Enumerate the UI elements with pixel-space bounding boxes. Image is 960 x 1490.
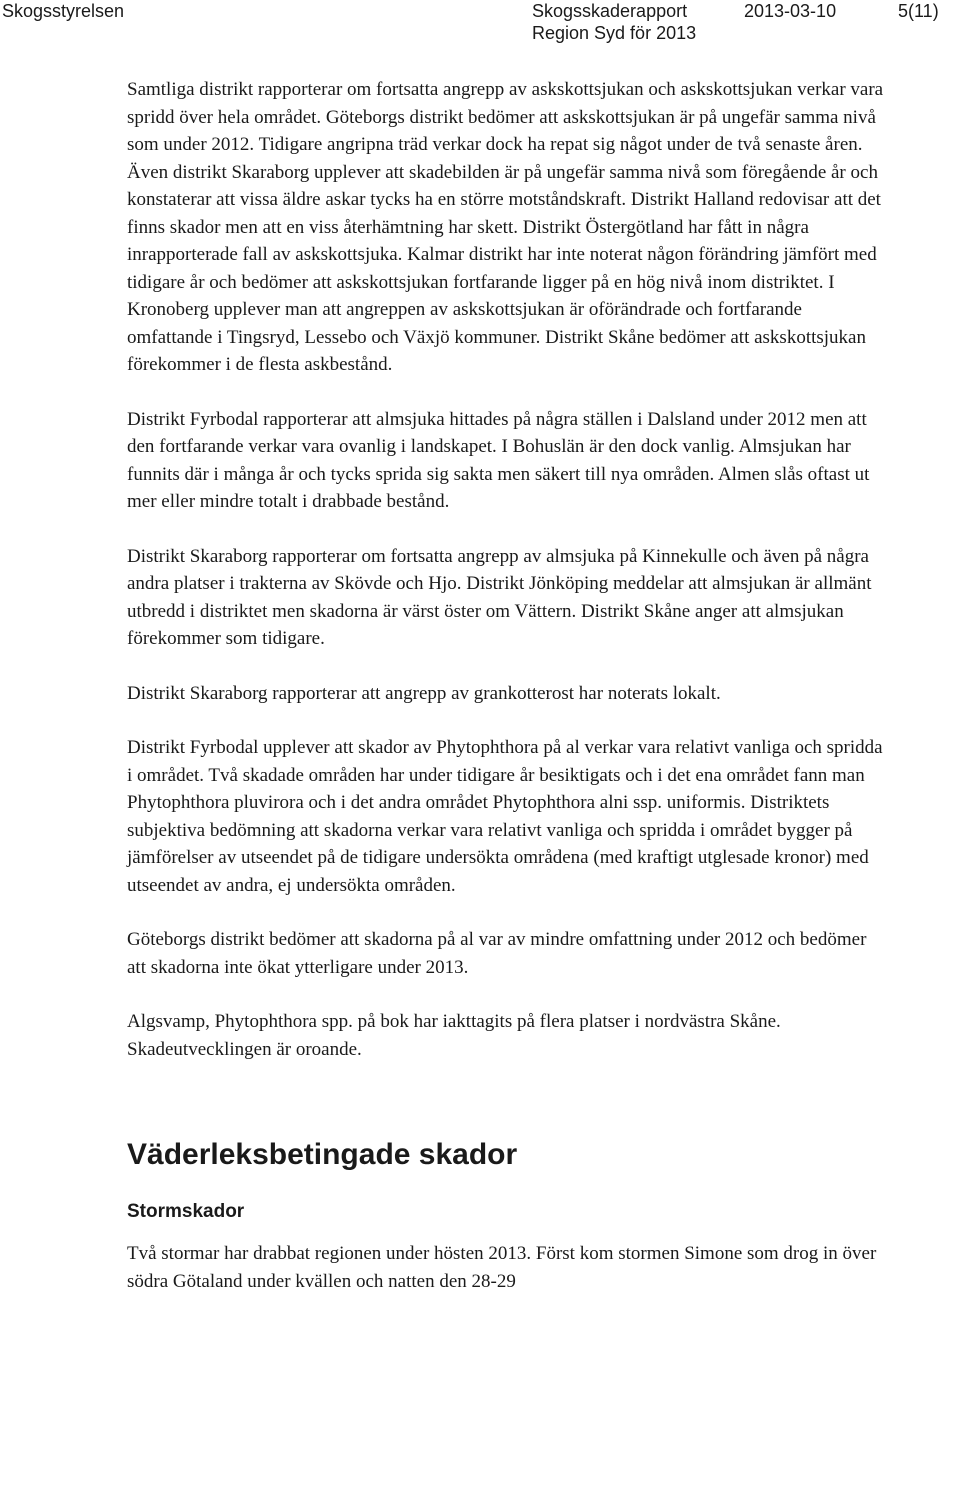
page-number: 5(11) xyxy=(898,1,939,21)
paragraph-phytophthora-bok: Algsvamp, Phytophthora spp. på bok har iakttagits på flera platser i nordvästra Skåne. Skadeutvecklingen är oroande. xyxy=(127,1011,781,1060)
paragraph-almsjuka-skaraborg: Distrikt Skaraborg rapporterar om fortsatta angrepp av almsjuka på Kinnekulle och även på några andra platser i trakterna av Skövde och Hjo. Distrikt Jönköping meddelar att almsjukan är allmänt utbredd i distriktet men skadorna är värst öster om Vättern. Distrikt Skåne anger att almsjukan förekommer som tidigare. xyxy=(127,545,872,649)
paragraph-almsjuka-fyrbodal: Distrikt Fyrbodal rapporterar att almsjuka hittades på några ställen i Dalsland under 2012 men att den fortfarande verkar vara ovanlig i landskapet. I Bohuslän är den dock vanlig. Almsjukan har funnits där i många år och tycks sprida sig sakta men säkert till nya områden. Almen slås oftast ut mer eller mindre totalt i drabbade bestånd. xyxy=(127,408,870,512)
page-header xyxy=(0,0,960,46)
paragraph-phytophthora-al: Distrikt Fyrbodal upplever att skador av Phytophthora på al verkar vara relativt vanliga och spridda i området. Två skadade områden har under tidigare år besiktigats och i det ena området fann man Phytophthora pluvirora och i det andra området Phytophthora alni ssp. uniformis. Distriktets subjektiva bedömning att skadorna verkar vara relativt vanliga och spridda i området bygger på jämförelser av utseendet på de tidigare undersökta områdena (med kraftigt utglesade kronor) med utseendet av andra, ej undersökta områden. xyxy=(127,737,883,896)
document-body xyxy=(127,76,887,1295)
paragraph-askskottsjuka: Samtliga distrikt rapporterar om fortsatta angrepp av askskottsjukan och askskottsjukan verkar vara spridd över hela området. Göteborgs distrikt bedömer att askskottsjukan är på ungefär samma nivå som under 2012. Tidigare angripna träd verkar dock ha repat sig något under de två senaste åren. Även distrikt Skaraborg upplever att skadebilden är på ungefär samma nivå som föregående år och konstaterar att vissa äldre askar tycks ha en större motståndskraft. Distrikt Halland redovisar att det finns skador men att en viss återhämtning har skett. Distrikt Östergötland har fått in några inrapporterade fall av askskottsjuka. Kalmar distrikt har inte noterat någon förändring jämfört med tidigare år och bedömer att askskottsjukan fortfarande ligger på en hög nivå inom distriktet. I Kronoberg upplever man att angreppen av askskottsjukan är oförändrade och fortfarande omfattande i Tingsryd, Lessebo och Växjö kommuner. Distrikt Skåne bedömer att askskottsjukan förekommer i de flesta askbestånd. xyxy=(127,79,884,375)
section-heading: Väderleksbetingade skador xyxy=(127,1138,518,1171)
organization-name: Skogsstyrelsen xyxy=(2,1,125,21)
report-subtitle: Region Syd för 2013 xyxy=(532,23,697,43)
paragraph-goteborg-al: Göteborgs distrikt bedömer att skadorna på al var av mindre omfattning under 2012 och bedömer att skadorna inte ökat ytterligare under 2013. xyxy=(127,929,867,978)
report-date: 2013-03-10 xyxy=(744,1,837,21)
paragraph-grankotterost: Distrikt Skaraborg rapporterar att angrepp av grankotterost har noterats lokalt. xyxy=(127,682,721,704)
paragraph-stormskador: Två stormar har drabbat regionen under hösten 2013. Först kom stormen Simone som drog in över södra Götaland under kvällen och natten den 28-29 xyxy=(127,1243,877,1292)
report-title: Skogsskaderapport xyxy=(532,1,688,21)
subsection-heading: Stormskador xyxy=(127,1201,245,1222)
report-title-block xyxy=(532,0,696,44)
